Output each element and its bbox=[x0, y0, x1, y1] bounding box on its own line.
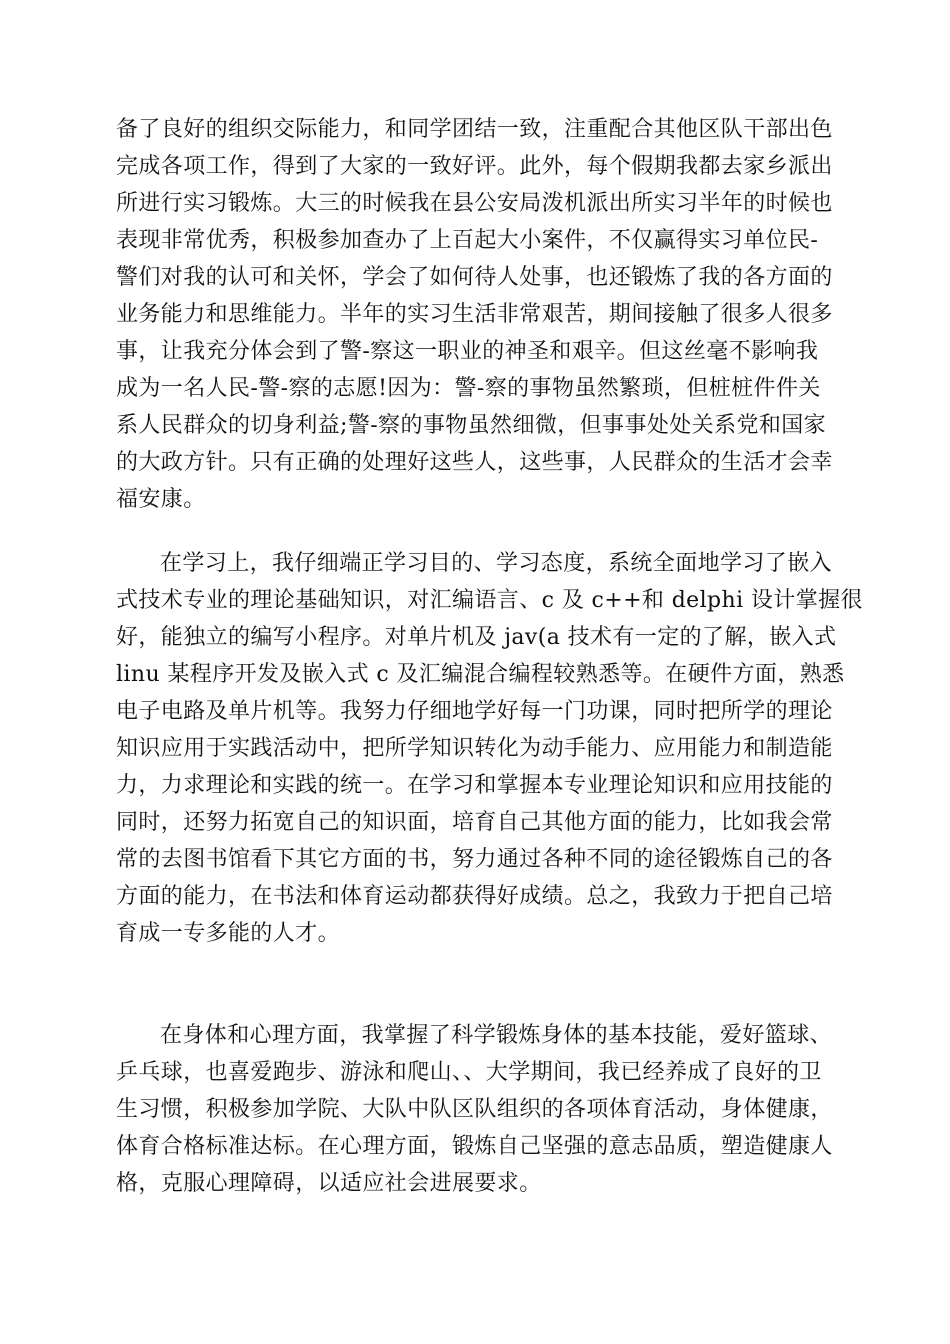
text-line: 福安康。 bbox=[116, 487, 206, 512]
text-line: 生习惯，积极参加学院、大队中队区队组织的各项体育活动，身体健康， bbox=[116, 1097, 833, 1122]
text-line: 的大政方针。只有正确的处理好这些人，这些事，人民群众的生活才会幸 bbox=[116, 450, 833, 475]
text-line: 方面的能力，在书法和体育运动都获得好成绩。总之，我致力于把自己培 bbox=[116, 884, 833, 909]
text-line: 表现非常优秀，积极参加查办了上百起大小案件，不仅赢得实习单位民- bbox=[116, 228, 819, 253]
paragraph-organization-skills bbox=[116, 111, 836, 518]
text-line: linu 某程序开发及嵌入式 c 及汇编混合编程较熟悉等。在硬件方面，熟悉 bbox=[116, 662, 845, 687]
text-line: 警们对我的认可和关怀，学会了如何待人处事，也还锻炼了我的各方面的 bbox=[116, 265, 833, 290]
paragraph-study bbox=[116, 545, 863, 952]
text-line: 备了良好的组织交际能力，和同学团结一致，注重配合其他区队干部出色 bbox=[116, 117, 833, 142]
text-line: 好，能独立的编写小程序。对单片机及 jav(a 技术有一定的了解，嵌入式 bbox=[116, 625, 837, 650]
text-line: 同时，还努力拓宽自己的知识面，培育自己其他方面的能力，比如我会常 bbox=[116, 810, 833, 835]
text-line: 育成一专多能的人才。 bbox=[116, 921, 341, 946]
text-line: 乒乓球，也喜爱跑步、游泳和爬山、、大学期间，我已经养成了良好的卫 bbox=[116, 1060, 822, 1085]
text-line: 体育合格标准达标。在心理方面，锻炼自己坚强的意志品质，塑造健康人 bbox=[116, 1134, 833, 1159]
text-line: 式技术专业的理论基础知识，对汇编语言、c 及 c++和 delphi 设计掌握很 bbox=[116, 588, 863, 613]
text-line: 事，让我充分体会到了警-察这一职业的神圣和艰辛。但这丝毫不影响我 bbox=[116, 339, 819, 364]
text-line: 电子电路及单片机等。我努力仔细地学好每一门功课，同时把所学的理论 bbox=[116, 699, 833, 724]
text-line: 成为一名人民-警-察的志愿!因为：警-察的事物虽然繁琐，但桩桩件件关 bbox=[116, 376, 821, 401]
text-line: 所进行实习锻炼。大三的时候我在县公安局泼机派出所实习半年的时候也 bbox=[116, 191, 833, 216]
text-line: 知识应用于实践活动中，把所学知识转化为动手能力、应用能力和制造能 bbox=[116, 736, 833, 761]
text-line: 力，力求理论和实践的统一。在学习和掌握本专业理论知识和应用技能的 bbox=[116, 773, 833, 798]
text-line: 业务能力和思维能力。半年的实习生活非常艰苦，期间接触了很多人很多 bbox=[116, 302, 833, 327]
text-line: 常的去图书馆看下其它方面的书，努力通过各种不同的途径锻炼自己的各 bbox=[116, 847, 833, 872]
text-line: 格，克服心理障碍，以适应社会进展要求。 bbox=[116, 1171, 542, 1196]
text-line: 完成各项工作，得到了大家的一致好评。此外，每个假期我都去家乡派出 bbox=[116, 154, 833, 179]
text-line: 在学习上，我仔细端正学习目的、学习态度，系统全面地学习了嵌入 bbox=[160, 551, 833, 576]
paragraph-physical-mental bbox=[116, 1017, 836, 1202]
text-line: 在身体和心理方面，我掌握了科学锻炼身体的基本技能，爱好篮球、 bbox=[160, 1023, 833, 1048]
text-line: 系人民群众的切身利益;警-察的事物虽然细微，但事事处处关系党和国家 bbox=[116, 413, 827, 438]
